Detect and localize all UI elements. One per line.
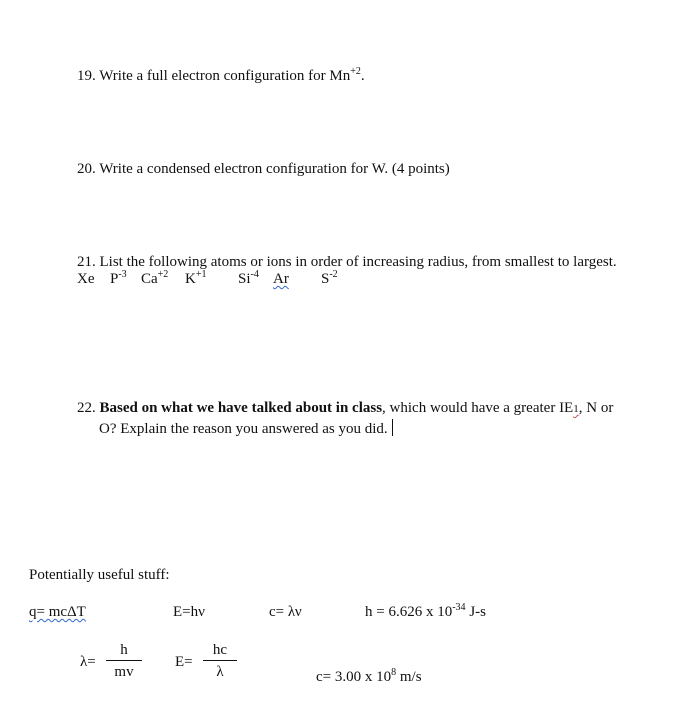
e-label: E= bbox=[175, 654, 193, 670]
species-si: $Si^{-4}$ bbox=[238, 269, 259, 287]
fraction-numerator-h: h bbox=[106, 642, 142, 661]
formula-e-hv: E=hν bbox=[173, 604, 205, 620]
question-22 bbox=[77, 400, 613, 417]
formula-speed-of-light: c= 3.00 x $10^8$ m/s bbox=[316, 667, 422, 685]
fraction-h-over-mv bbox=[106, 642, 142, 681]
species-xe: Xe bbox=[77, 271, 95, 287]
useful-heading: Potentially useful stuff: bbox=[29, 567, 170, 583]
question-22-number: 22. bbox=[77, 400, 96, 416]
question-19-end: . bbox=[360, 68, 365, 84]
question-19-text: 19. Write a full electron configuration for Mn bbox=[77, 68, 351, 84]
question-20 bbox=[77, 161, 450, 178]
species-s: $S^{-2}$ bbox=[321, 269, 338, 287]
species-k: $K^{+1}$ bbox=[185, 269, 207, 287]
question-22-line-2 bbox=[99, 419, 393, 438]
question-22-after-ie: , N or bbox=[578, 400, 614, 416]
fraction-hc-over-lambda bbox=[203, 642, 237, 681]
question-22-bold: Based on what we have talked about in class bbox=[99, 400, 383, 416]
fraction-denominator-mv: mv bbox=[114, 664, 134, 680]
formula-q-mcdt: q= mcΔT bbox=[29, 604, 86, 620]
species-ar: Ar bbox=[273, 271, 289, 287]
mn-charge: +2 bbox=[350, 66, 361, 77]
formula-c-lv: c= λν bbox=[269, 604, 302, 620]
species-ca: $Ca^{+2}$ bbox=[141, 269, 169, 287]
species-p: $P^{-3}$ bbox=[110, 269, 127, 287]
formula-planck: h = 6.626 x $10^{-34}$ J-s bbox=[365, 602, 486, 620]
lambda-label: λ= bbox=[80, 654, 96, 670]
fraction-numerator-hc: hc bbox=[203, 642, 237, 661]
question-21-text: 21. List the following atoms or ions in order of increasing radius, from smallest to largest. bbox=[77, 254, 617, 270]
question-22-mid: , which would have a greater bbox=[382, 400, 560, 416]
fraction-denominator-lambda: λ bbox=[216, 664, 224, 680]
question-20-text: 20. Write a condensed electron configuration for W. (4 points) bbox=[77, 161, 450, 177]
question-19 bbox=[77, 68, 365, 85]
question-22-line2-text: O? Explain the reason you answered as you did. bbox=[99, 421, 388, 437]
ie-label: IE bbox=[559, 400, 574, 416]
text-cursor[interactable] bbox=[392, 419, 393, 436]
ie-subscript: 1 bbox=[573, 403, 579, 415]
